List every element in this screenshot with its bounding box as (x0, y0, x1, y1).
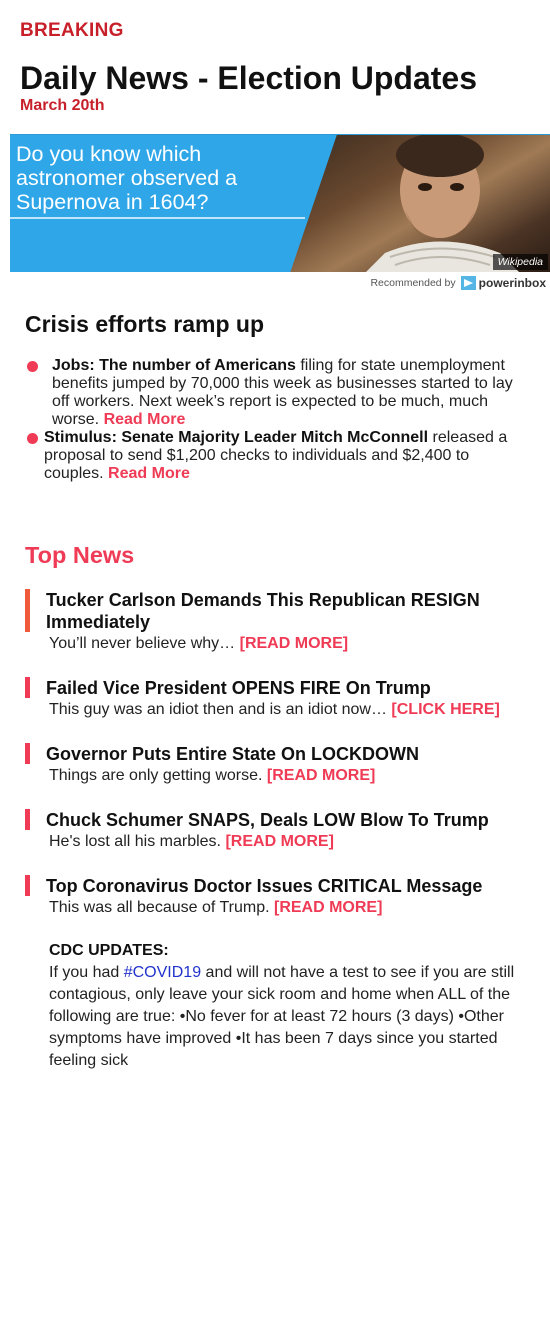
story-headline[interactable]: Top Coronavirus Doctor Issues CRITICAL Message (46, 876, 483, 896)
crisis-title: Crisis efforts ramp up (25, 311, 264, 337)
list-item (25, 357, 520, 429)
cdc-text: If you had #COVID19 and will not have a test to see if you are still contagious, only leave your sick room and home when ALL of the following are true: •No fever for at least 72 hours (3 days) •Other symptoms have improved •It has been 7 days since you started feeling sick (49, 964, 515, 1069)
story-teaser: This guy was an idiot then and is an idiot now… [CLICK HERE] (49, 701, 500, 718)
cdc-updates (49, 940, 524, 1072)
powerinbox-brand: powerinbox (478, 276, 546, 290)
ad-divider (10, 217, 305, 219)
story-teaser: This was all because of Trump. [READ MORE] (49, 899, 383, 916)
news-story (25, 677, 525, 721)
story-teaser: You’ll never believe why… [READ MORE] (49, 635, 349, 652)
date-label: March 20th (20, 97, 105, 114)
page-title: Daily News - Election Updates (20, 60, 478, 96)
covid19-hashtag-link[interactable]: #COVID19 (123, 964, 202, 981)
bullet-dot-icon (27, 433, 38, 444)
breaking-label: BREAKING (20, 20, 124, 41)
story-accent-bar (25, 809, 30, 830)
bullet-text: released a proposal to send $1,200 checks to individuals and $2,400 to couples. (44, 429, 508, 482)
click-here-link[interactable]: [CLICK HERE] (391, 701, 500, 718)
read-more-link[interactable]: [READ MORE] (266, 767, 376, 784)
bullet-dot-icon (27, 361, 38, 372)
story-headline[interactable]: Chuck Schumer SNAPS, Deals LOW Blow To Trump (46, 810, 489, 830)
read-more-link[interactable]: [READ MORE] (225, 833, 334, 850)
story-teaser: He's lost all his marbles. [READ MORE] (49, 833, 334, 850)
story-headline[interactable]: Tucker Carlson Demands This Republican RESIGN Immediately (46, 590, 480, 632)
bullet-text: filing for state unemployment benefits jumped by 70,000 this week as businesses started to lay off workers. Next week’s report is expected to be much, much worse. (52, 357, 513, 428)
read-more-link[interactable]: Read More (103, 411, 186, 428)
read-more-link[interactable]: Read More (108, 465, 190, 482)
crisis-bullet-list (25, 357, 520, 483)
cdc-title: CDC UPDATES: (49, 942, 169, 959)
news-story (25, 875, 525, 919)
top-news-title: Top News (25, 542, 135, 568)
image-credit: Wikipedia (493, 254, 548, 270)
story-accent-bar (25, 677, 30, 698)
ad-question: Do you know which astronomer observed a Supernova in 1604? (16, 142, 238, 214)
news-story (25, 743, 525, 787)
story-headline[interactable]: Governor Puts Entire State On LOCKDOWN (46, 744, 420, 764)
powerinbox-logo[interactable] (461, 276, 546, 290)
read-more-link[interactable]: [READ MORE] (273, 899, 383, 916)
read-more-link[interactable]: [READ MORE] (239, 635, 349, 652)
portrait-illustration (290, 135, 550, 272)
news-story (25, 589, 525, 655)
story-accent-bar (25, 875, 30, 896)
news-story (25, 809, 525, 853)
story-teaser: Things are only getting worse. [READ MORE] (49, 767, 376, 784)
recommended-label: Recommended by (370, 277, 456, 289)
story-accent-bar (25, 589, 30, 632)
bullet-lead: Stimulus: Senate Majority Leader Mitch McConnell (44, 429, 429, 446)
astronomer-portrait-image (290, 135, 550, 272)
story-headline[interactable]: Failed Vice President OPENS FIRE On Trump (46, 678, 431, 698)
powerinbox-logo-icon (461, 276, 476, 290)
bullet-lead: Jobs: The number of Americans (52, 357, 296, 374)
list-item (25, 429, 520, 483)
story-accent-bar (25, 743, 30, 764)
recommended-by[interactable] (370, 276, 546, 290)
ad-banner[interactable] (10, 134, 550, 272)
